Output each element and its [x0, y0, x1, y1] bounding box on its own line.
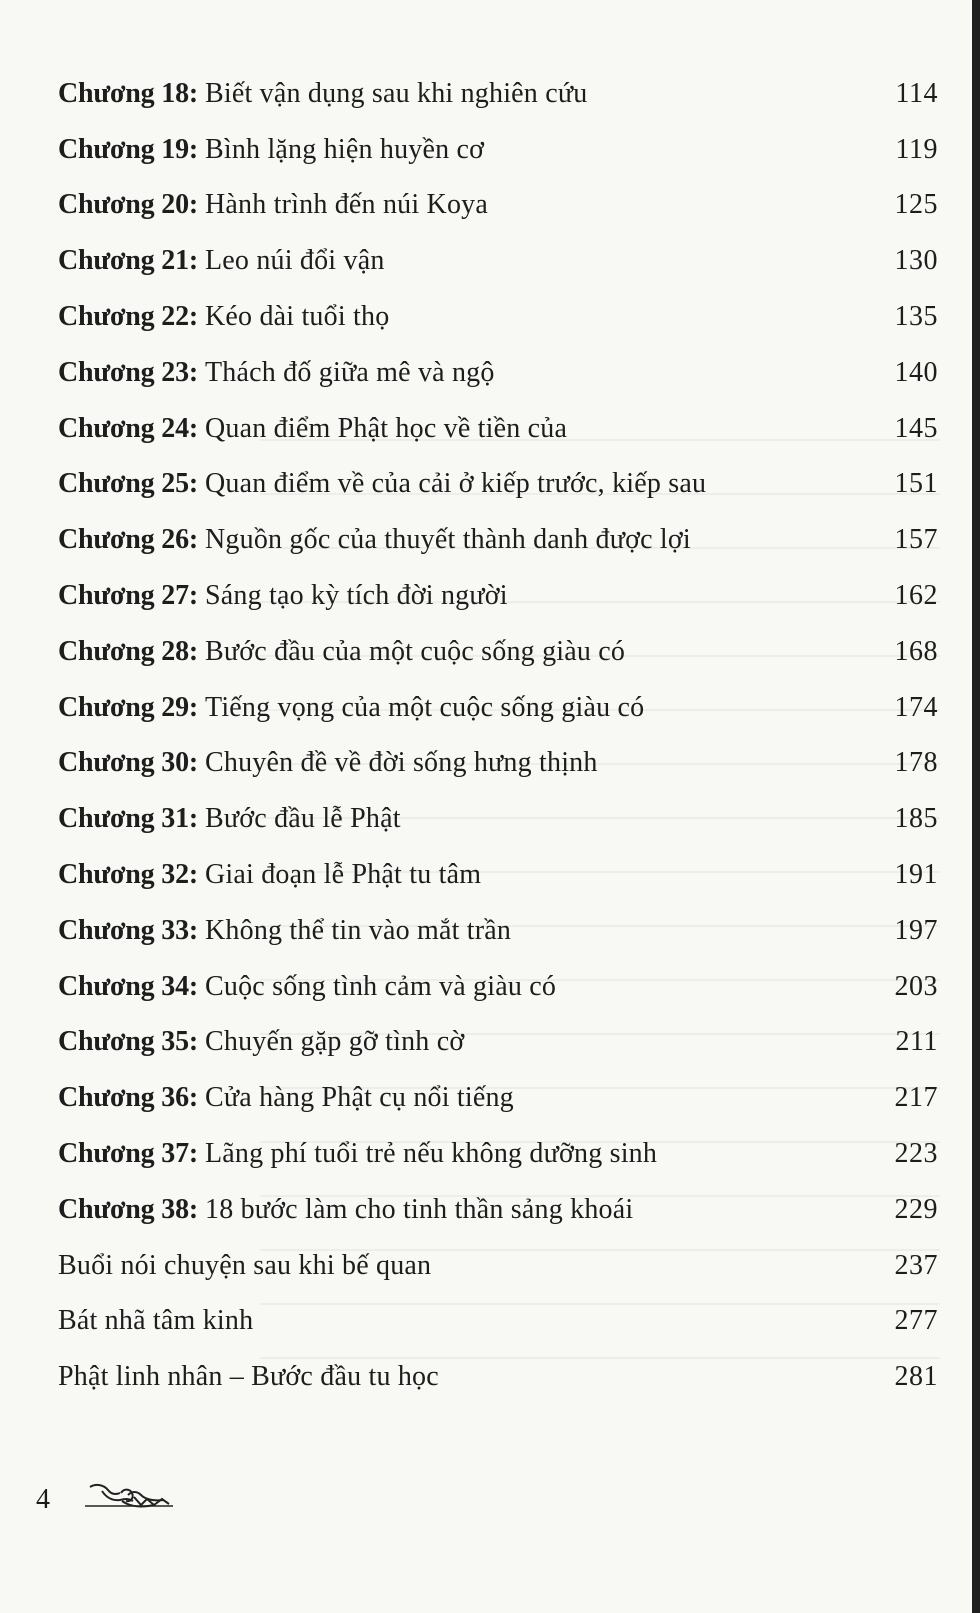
chapter-title: Thách đố giữa mê và ngộ — [205, 356, 495, 388]
toc-entry — [58, 582, 508, 610]
chapter-label: Chương 32: — [58, 859, 198, 891]
chapter-label: Chương 38: — [58, 1193, 198, 1225]
toc-entry — [58, 247, 385, 275]
page-number: 130 — [894, 245, 938, 277]
toc-row — [58, 680, 938, 736]
toc-row — [58, 401, 938, 457]
chapter-title: Chuyên đề về đời sống hưng thịnh — [205, 747, 598, 779]
toc-entry — [58, 691, 645, 723]
chapter-title: Bước đầu của một cuộc sống giàu có — [205, 635, 626, 667]
chapter-label: Chương 25: — [58, 468, 198, 500]
chapter-title: Quan điểm về của cải ở kiếp trước, kiếp sau — [205, 468, 707, 500]
page-edge-shadow — [972, 0, 980, 1613]
page-number: 281 — [894, 1361, 938, 1393]
footer-page-number: 4 — [36, 1484, 50, 1515]
toc-entry — [58, 1249, 432, 1281]
toc-row — [58, 345, 938, 401]
chapter-title: Nguồn gốc của thuyết thành danh được lợi — [205, 524, 691, 556]
chapter-label: Chương 22: — [58, 301, 198, 333]
chapter-title: Lãng phí tuổi trẻ nếu không dưỡng sinh — [205, 1138, 658, 1170]
chapter-label: Chương 19: — [58, 133, 198, 165]
toc-row — [58, 122, 938, 178]
page-number: 168 — [894, 635, 938, 667]
toc-entry — [58, 526, 691, 554]
toc-row — [58, 903, 938, 959]
chapter-title: Cuộc sống tình cảm và giàu có — [205, 970, 557, 1002]
chapter-title: Biết vận dụng sau khi nghiên cứu — [205, 77, 588, 109]
toc-row — [58, 1015, 938, 1071]
page-number: 185 — [894, 803, 938, 835]
page-number: 237 — [894, 1249, 938, 1281]
toc-row — [58, 1126, 938, 1182]
page-number: 178 — [894, 747, 938, 779]
page-number: 197 — [894, 914, 938, 946]
page-number: 217 — [894, 1082, 938, 1114]
page-number: 119 — [895, 133, 938, 165]
toc-row — [58, 624, 938, 680]
toc-entry — [58, 77, 588, 109]
page-number: 223 — [894, 1138, 938, 1170]
chapter-label: Chương 34: — [58, 970, 198, 1002]
page-number: 151 — [894, 468, 938, 500]
toc-row — [58, 457, 938, 513]
toc-row — [58, 1182, 938, 1238]
toc-entry — [58, 133, 485, 165]
toc-entry — [58, 1140, 657, 1168]
toc-entry — [58, 1028, 464, 1056]
toc-entry — [58, 412, 568, 444]
chapter-title: Kéo dài tuổi thọ — [205, 301, 390, 333]
toc-row — [58, 736, 938, 792]
chapter-label: Chương 21: — [58, 245, 198, 277]
chapter-label: Chương 31: — [58, 803, 198, 835]
page-number: 140 — [894, 356, 938, 388]
toc-entry — [58, 970, 557, 1002]
chapter-title: Bình lặng hiện huyền cơ — [205, 133, 485, 165]
toc-entry — [58, 861, 481, 889]
page-number: 145 — [894, 412, 938, 444]
toc-row — [58, 289, 938, 345]
chapter-label: Chương 35: — [58, 1026, 198, 1058]
chapter-title: Bước đầu lễ Phật — [205, 803, 401, 835]
toc-row — [58, 512, 938, 568]
chapter-title: Hành trình đến núi Koya — [205, 189, 488, 221]
section-title: Buổi nói chuyện sau khi bế quan — [58, 1249, 432, 1281]
chapter-label: Chương 30: — [58, 747, 198, 779]
page-number: 114 — [895, 77, 938, 109]
page-number: 211 — [895, 1026, 938, 1058]
toc-entry — [58, 805, 401, 833]
toc-entry — [58, 191, 488, 219]
toc-row — [58, 791, 938, 847]
chapter-title: Sáng tạo kỳ tích đời người — [205, 580, 508, 612]
chapter-title: Không thể tin vào mắt trần — [205, 914, 512, 946]
toc-entry — [58, 914, 512, 946]
chapter-label: Chương 23: — [58, 356, 198, 388]
toc-row — [58, 959, 938, 1015]
decorative-flourish-icon — [84, 1481, 174, 1515]
chapter-label: Chương 27: — [58, 580, 198, 612]
toc-entry — [58, 1084, 514, 1112]
section-title: Phật linh nhân – Bước đầu tu học — [58, 1361, 439, 1393]
toc-row — [58, 66, 938, 122]
section-title: Bát nhã tâm kinh — [58, 1305, 254, 1337]
chapter-title: Giai đoạn lễ Phật tu tâm — [205, 859, 482, 891]
toc-row — [58, 847, 938, 903]
toc-entry — [58, 470, 706, 498]
chapter-title: Cửa hàng Phật cụ nổi tiếng — [205, 1082, 514, 1114]
page-number: 162 — [894, 580, 938, 612]
page-number: 229 — [894, 1193, 938, 1225]
toc-entry — [58, 1363, 439, 1391]
chapter-label: Chương 28: — [58, 635, 198, 667]
toc-row — [58, 1349, 938, 1405]
chapter-label: Chương 29: — [58, 691, 198, 723]
toc-entry — [58, 356, 495, 388]
chapter-label: Chương 24: — [58, 412, 198, 444]
toc-entry — [58, 635, 626, 667]
table-of-contents — [58, 66, 938, 1405]
chapter-title: Tiếng vọng của một cuộc sống giàu có — [205, 691, 645, 723]
chapter-title: Chuyến gặp gỡ tình cờ — [205, 1026, 465, 1058]
page-number: 125 — [894, 189, 938, 221]
chapter-title: Quan điểm Phật học về tiền của — [205, 412, 568, 444]
toc-row — [58, 178, 938, 234]
chapter-label: Chương 37: — [58, 1138, 198, 1170]
chapter-title: Leo núi đổi vận — [205, 245, 385, 277]
page-number: 277 — [894, 1305, 938, 1337]
toc-row — [58, 1294, 938, 1350]
page-number: 157 — [894, 524, 938, 556]
toc-entry — [58, 749, 598, 777]
toc-entry — [58, 303, 389, 331]
chapter-label: Chương 18: — [58, 77, 198, 109]
toc-row — [58, 1070, 938, 1126]
chapter-label: Chương 33: — [58, 914, 198, 946]
chapter-label: Chương 20: — [58, 189, 198, 221]
toc-row — [58, 568, 938, 624]
page-number: 191 — [894, 859, 938, 891]
chapter-label: Chương 26: — [58, 524, 198, 556]
page-number: 203 — [894, 970, 938, 1002]
toc-entry — [58, 1307, 253, 1335]
chapter-label: Chương 36: — [58, 1082, 198, 1114]
toc-entry — [58, 1193, 634, 1225]
page-number: 174 — [894, 691, 938, 723]
chapter-title: 18 bước làm cho tinh thần sảng khoái — [205, 1193, 634, 1225]
toc-row — [58, 1238, 938, 1294]
toc-row — [58, 233, 938, 289]
page-number: 135 — [894, 301, 938, 333]
